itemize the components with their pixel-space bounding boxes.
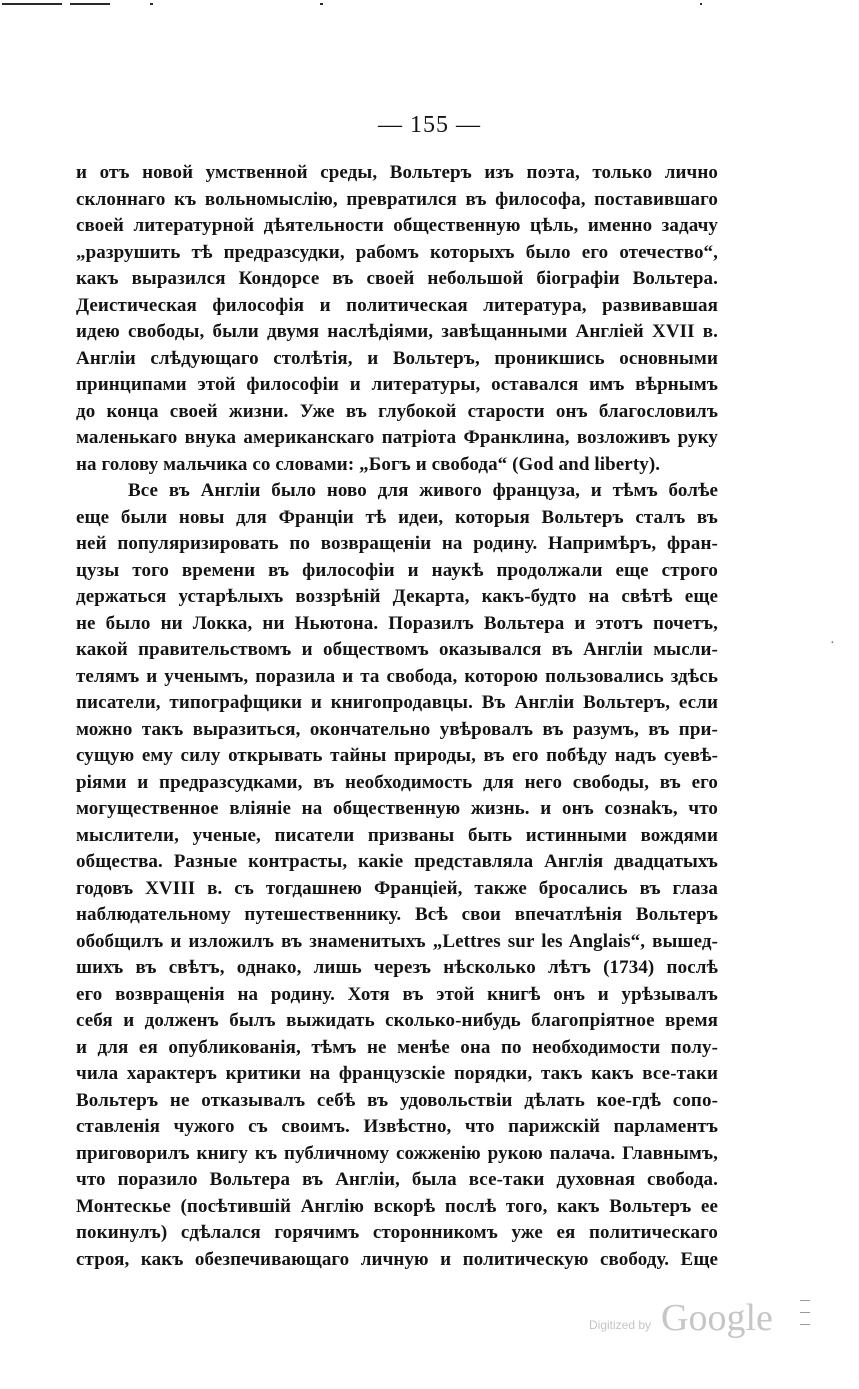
- text-line: идею свободы, были двумя наслѣдіями, завѣщанными Англіей XVII в.: [76, 321, 718, 342]
- scan-edge-marks: [0, 0, 859, 14]
- text-line: Все въ Англіи было ново для живого француза, и тѣмъ болѣе: [128, 480, 718, 501]
- text-line: какой правительствомъ и обществомъ оказывался въ Англіи мысли-: [76, 639, 718, 660]
- text-line: держаться устарѣлыхъ воззрѣній Декарта, какъ-будто на свѣтѣ еще: [76, 586, 718, 607]
- digitized-by-google-watermark: [589, 1296, 789, 1346]
- scan-edge-ticks: [800, 1300, 814, 1340]
- text-line: еще были новы для Франціи тѣ идеи, которыя Вольтеръ сталъ въ: [76, 506, 718, 528]
- text-line: ріями и предразсудками, въ необходимость для него свободы, въ его: [76, 771, 718, 793]
- page-number: — 155 —: [378, 112, 481, 138]
- text-line: сущую ему силу открывать тайны природы, въ его побѣду надъ суевѣ-: [76, 745, 718, 766]
- text-line: ставленія чужого съ своимъ. Извѣстно, что парижскій парламентъ: [76, 1116, 718, 1137]
- page-body-text: [76, 160, 718, 1273]
- text-line: Монтескье (посѣтившій Англію вскорѣ послѣ того, какъ Вольтеръ ее: [76, 1195, 718, 1217]
- text-line: могущественное вліяніе на общественную жизнь. и онъ сознаkъ, что: [76, 798, 718, 819]
- text-line: не было ни Локка, ни Ньютона. Поразилъ Вольтера и этотъ почетъ,: [76, 612, 718, 634]
- text-line: на голову мальчика со словами: „Богъ и свобода“ (God and liberty).: [76, 453, 661, 475]
- text-line: и для ея опубликованія, тѣмъ не менѣе она по необходимости полу-: [76, 1036, 718, 1058]
- text-line: цузы того времени въ философіи и наукѣ продолжали еще строго: [76, 559, 718, 581]
- text-line: обобщилъ и изложилъ въ знаменитыхъ „Lettres sur les Anglais“, вышед-: [76, 930, 718, 952]
- text-line: какъ выразился Кондорсе въ своей небольшой біографіи Вольтера.: [76, 268, 718, 289]
- text-line: Вольтеръ не отказывалъ себѣ въ удовольствіи дѣлать кое-гдѣ сопо-: [76, 1089, 718, 1111]
- text-line: писатели, типографщики и книгопродавцы. Въ Англіи Вольтеръ, если: [76, 692, 718, 713]
- text-line: маленькаго внука американскаго патріота Франклина, возложивъ руку: [76, 427, 718, 448]
- text-line: Деистическая философія и политическая литература, развивавшая: [76, 294, 718, 316]
- text-line: телямъ и ученымъ, поразила и та свобода, которою пользовались здѣсь: [76, 665, 718, 687]
- text-line: себя и долженъ былъ выжидать сколько-нибудь благопріятное время: [76, 1010, 718, 1031]
- text-line: чила характеръ критики на французскіе порядки, такъ какъ все-таки: [76, 1063, 718, 1084]
- text-line: шихъ въ свѣтъ, однако, лишь черезъ нѣсколько лѣтъ (1734) послѣ: [76, 957, 718, 978]
- text-line: мыслители, ученые, писатели призваны быть истинными вождями: [76, 824, 718, 846]
- watermark-prefix: Digitized by: [589, 1318, 652, 1332]
- margin-mark: ·: [830, 636, 835, 651]
- text-line: и отъ новой умственной среды, Вольтеръ изъ поэта, только лично: [76, 162, 718, 183]
- text-line: склоннаго къ вольномыслію, превратился въ философа, поставившаго: [76, 188, 718, 210]
- text-line: принципами этой философіи и литературы, оставался имъ вѣрнымъ: [76, 374, 718, 395]
- text-line: своей литературной дѣятельности общественную цѣль, именно задачу: [76, 215, 718, 236]
- text-line: до конца своей жизни. Уже въ глубокой старости онъ благословилъ: [76, 400, 718, 422]
- google-logo: Google: [661, 1297, 773, 1339]
- text-line: что поразило Вольтера въ Англіи, была все-таки духовная свобода.: [76, 1169, 718, 1190]
- text-line: ней популяризировать по возвращеніи на родину. Напримѣръ, фран-: [76, 533, 718, 554]
- text-line: покинулъ) сдѣлался горячимъ сторонникомъ уже ея политическаго: [76, 1222, 718, 1243]
- text-line: строя, какъ обезпечивающаго личную и политическую свободу. Еще: [76, 1248, 718, 1270]
- text-line: его возвращенія на родину. Хотя въ этой книгѣ онъ и урѣзывалъ: [76, 983, 718, 1005]
- text-line: общества. Разные контрасты, какіе представляла Англія двадцатыхъ: [76, 851, 718, 872]
- text-line: годовъ XVIII в. съ тогдашнею Франціей, также бросались въ глаза: [76, 877, 718, 899]
- text-line: приговорилъ книгу къ публичному сожженію рукою палача. Главнымъ,: [76, 1142, 718, 1164]
- text-line: наблюдательному путешественнику. Всѣ свои впечатлѣнія Вольтеръ: [76, 904, 718, 925]
- text-line: „разрушить тѣ предразсудки, рабомъ которыхъ было его отечество“,: [76, 241, 718, 263]
- text-line: можно такъ выразиться, окончательно увѣровалъ въ разумъ, въ при-: [76, 718, 718, 740]
- text-line: Англіи слѣдующаго столѣтія, и Вольтеръ, проникшись основными: [76, 347, 718, 369]
